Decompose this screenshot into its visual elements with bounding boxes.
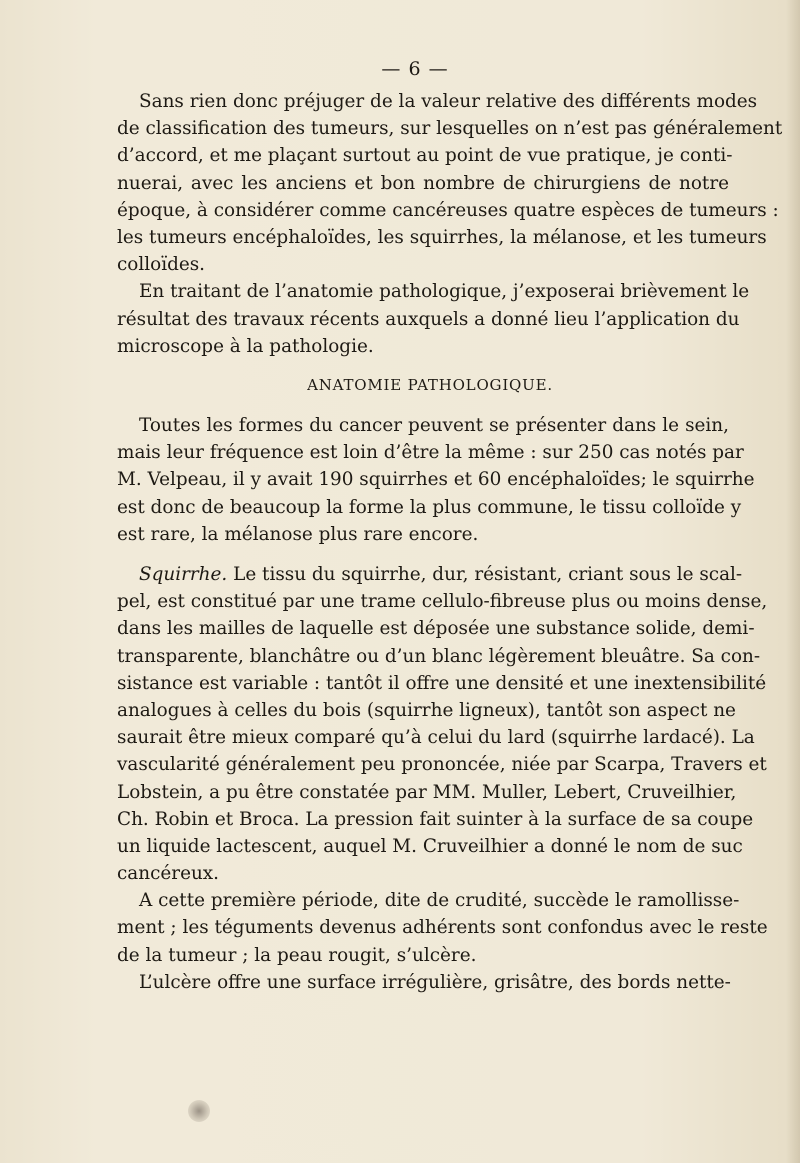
text-line: est rare, la mélanose plus rare encore.: [117, 523, 479, 545]
ink-stain-mark: [188, 1100, 210, 1122]
text-line: M. Velpeau, il y avait 190 squirrhes et 60 encéphaloïdes; le squirrhe: [117, 469, 755, 491]
text-line: ment ; les téguments devenus adhérents sont confondus avec le reste: [117, 917, 768, 939]
page-number: — 6 —: [381, 58, 449, 80]
text-line: cancéreux.: [117, 863, 220, 885]
text-line: nuerai, avec les anciens et bon nombre de chirurgiens de notre: [117, 172, 729, 194]
text-line: A cette première période, dite de crudité, succède le ramollisse-: [139, 890, 740, 912]
text-line: [117, 561, 743, 588]
text-line: d’accord, et me plaçant surtout au point de vue pratique, je conti-: [117, 145, 733, 167]
body-text: [117, 88, 783, 996]
page-edge-shadow: [786, 0, 800, 1163]
text-line: Toutes les formes du cancer peuvent se présenter dans le sein,: [139, 415, 729, 437]
text-line: Lobstein, a pu être constatée par MM. Muller, Lebert, Cruveilhier,: [117, 781, 737, 803]
text-line: est donc de beaucoup la forme la plus commune, le tissu colloïde y: [117, 496, 742, 518]
text-line: analogues à celles du bois (squirrhe ligneux), tantôt son aspect ne: [117, 699, 736, 721]
paragraph-gap: [117, 548, 729, 561]
text-line: de la tumeur ; la peau rougit, s’ulcère.: [117, 944, 477, 966]
text-line: résultat des travaux récents auxquels a donné lieu l’application du: [117, 308, 740, 330]
text-line: Ch. Robin et Broca. La pression fait suinter à la surface de sa coupe: [117, 808, 754, 830]
text-line: vascularité généralement peu prononcée, niée par Scarpa, Travers et: [117, 754, 767, 776]
text-line: de classification des tumeurs, sur lesquelles on n’est pas généralement: [117, 118, 783, 140]
text-line: L’ulcère offre une surface irrégulière, grisâtre, des bords nette-: [139, 971, 731, 993]
text-line: En traitant de l’anatomie pathologique, j’exposerai brièvement le: [139, 281, 750, 303]
text-line: dans les mailles de laquelle est déposée une substance solide, demi-: [117, 618, 755, 640]
section-heading: ANATOMIE PATHOLOGIQUE.: [307, 375, 553, 394]
text-line: transparente, blanchâtre ou d’un blanc légèrement bleuâtre. Sa con-: [117, 645, 761, 667]
text-line: mais leur fréquence est loin d’être la même : sur 250 cas notés par: [117, 442, 744, 464]
section-term: Squirrhe.: [139, 564, 228, 585]
text-line: Sans rien donc préjuger de la valeur relative des différents modes: [139, 91, 758, 112]
text-line: colloïdes.: [117, 254, 206, 276]
text-line: un liquide lactescent, auquel M. Cruveilhier a donné le nom de suc: [117, 835, 743, 857]
text-line: époque, à considérer comme cancéreuses quatre espèces de tumeurs :: [117, 199, 779, 221]
text-line: sistance est variable : tantôt il offre une densité et une inextensibilité: [117, 672, 767, 694]
text-line: microscope à la pathologie.: [117, 335, 374, 357]
text-line: les tumeurs encéphaloïdes, les squirrhes, la mélanose, et les tumeurs: [117, 226, 767, 248]
text-line-rest: Le tissu du squirrhe, dur, résistant, criant sous le scal-: [227, 564, 743, 585]
text-line: pel, est constitué par une trame cellulo-fibreuse plus ou moins dense,: [117, 591, 768, 613]
text-line: saurait être mieux comparé qu’à celui du lard (squirrhe lardacé). La: [117, 727, 755, 749]
